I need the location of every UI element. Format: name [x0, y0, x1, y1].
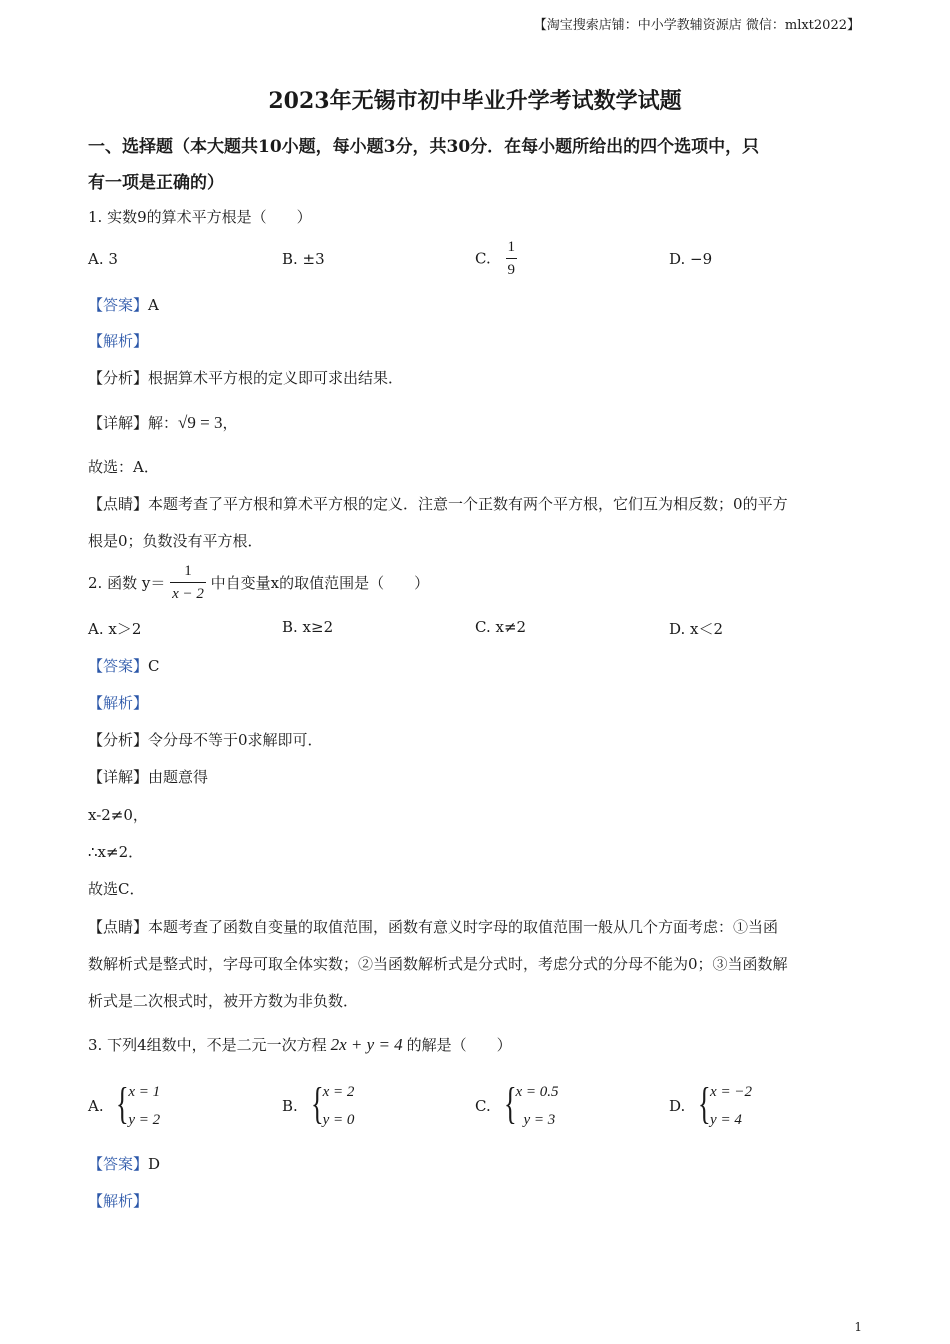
q3-option-c-system — [504, 1078, 559, 1134]
q3-option-b-label: B. — [282, 1097, 298, 1115]
brace-icon: { — [310, 1079, 324, 1128]
q2-stem-denominator: x − 2 — [172, 586, 204, 602]
brace-icon: { — [116, 1079, 130, 1128]
q3-stem-suffix: 的解是（ ） — [406, 1036, 512, 1054]
q3-option-b-row2: y = 0 — [322, 1112, 355, 1128]
q2-stem-fraction — [170, 560, 206, 605]
sqrt-expression: √9 = 3 — [178, 413, 223, 432]
q3-answer — [88, 1153, 160, 1174]
q3-option-a — [88, 1078, 160, 1134]
answer-value: D — [148, 1155, 161, 1173]
q2-stem — [88, 560, 429, 605]
q1-analysis-tag: 【解析】 — [88, 332, 149, 350]
section-heading-line2: 有一项是正确的） — [88, 173, 224, 193]
q2-step2: ∴x≠2． — [88, 843, 144, 861]
q2-option-b: B. x≥2 — [282, 618, 334, 636]
fenxi-text: 根据算术平方根的定义即可求出结果． — [148, 369, 404, 387]
q3-analysis-tag: 【解析】 — [88, 1192, 149, 1210]
xiangjie-tag: 【详解】 — [88, 414, 149, 432]
answer-value: A — [148, 296, 159, 314]
answer-value: C — [148, 657, 160, 675]
q1-choose: 故选：A． — [88, 458, 159, 476]
section-heading-line1: 一、选择题（本大题共10小题，每小题3分，共30分．在每小题所给出的四个选项中，只 — [88, 137, 760, 157]
dianjing-text: 本题考查了函数自变量的取值范围，函数有意义时字母的取值范围一般从几个方面考虑：①当函 — [148, 918, 779, 936]
q1-option-c-numerator: 1 — [506, 236, 518, 259]
brace-icon: { — [698, 1079, 711, 1128]
xiangjie-suffix: ， — [222, 414, 238, 432]
q3-stem — [88, 1034, 512, 1055]
q3-option-c-row2: y = 3 — [523, 1112, 556, 1128]
dianjing-tag: 【点睛】 — [88, 918, 149, 936]
q2-step1: x-2≠0， — [88, 806, 148, 824]
fenxi-text: 令分母不等于0求解即可． — [148, 731, 323, 749]
q3-option-c-label: C. — [475, 1097, 491, 1115]
xiangjie-prefix: 解： — [148, 414, 179, 432]
q3-option-b — [282, 1078, 354, 1134]
answer-tag: 【答案】 — [88, 657, 149, 675]
q1-stem: 1. 实数9的算术平方根是（ ） — [88, 208, 312, 226]
brace-icon: { — [503, 1079, 517, 1128]
q3-stem-prefix: 3. 下列4组数中，不是二元一次方程 — [88, 1036, 327, 1054]
q1-fenxi — [88, 367, 403, 388]
q3-option-d-row2: y = 4 — [710, 1112, 742, 1128]
xiangjie-text: 由题意得 — [148, 768, 209, 786]
q3-option-a-label: A. — [88, 1097, 104, 1115]
q3-option-b-row1: x = 2 — [322, 1084, 355, 1100]
q1-option-d: D. −9 — [669, 250, 713, 268]
q1-option-c — [475, 236, 517, 281]
q1-option-c-fraction — [506, 236, 518, 281]
q1-dianjing-2: 根是0；负数没有平方根． — [88, 532, 263, 550]
q3-option-d-label: D. — [669, 1097, 686, 1115]
q1-option-a: A. 3 — [88, 250, 118, 268]
q3-option-a-system — [116, 1078, 160, 1134]
q2-dianjing-2: 数解析式是整式时，字母可取全体实数；②当函数解析式是分式时，考虑分式的分母不能为0；③当函数解 — [88, 955, 788, 973]
answer-tag: 【答案】 — [88, 296, 149, 314]
q1-option-c-denominator: 9 — [507, 262, 515, 278]
xiangjie-tag: 【详解】 — [88, 768, 149, 786]
q2-stem-numerator: 1 — [170, 560, 206, 583]
dianjing-text: 本题考查了平方根和算术平方根的定义．注意一个正数有两个平方根，它们互为相反数；0的平方 — [148, 495, 788, 513]
q3-option-d-row1: x = −2 — [710, 1084, 752, 1100]
q2-choose: 故选C． — [88, 880, 145, 898]
q3-equation: 2x + y = 4 — [330, 1035, 403, 1054]
q3-option-c-row1: x = 0.5 — [515, 1084, 559, 1100]
q3-option-d-system — [698, 1078, 752, 1134]
header-note: 【淘宝搜索店铺：中小学教辅资源店 微信：mlxt2022】 — [533, 18, 860, 33]
fenxi-tag: 【分析】 — [88, 731, 149, 749]
q2-fenxi — [88, 729, 323, 750]
q2-analysis-tag: 【解析】 — [88, 694, 149, 712]
q1-option-c-label: C. — [475, 249, 491, 268]
page-number: 1 — [854, 1320, 862, 1334]
q2-dianjing-1 — [88, 916, 778, 937]
q2-xiangjie — [88, 766, 208, 787]
q2-option-a: A. x＞2 — [88, 620, 142, 638]
q3-option-c — [475, 1078, 559, 1134]
q2-stem-suffix: 中自变量x的取值范围是（ ） — [210, 574, 430, 592]
answer-tag: 【答案】 — [88, 1155, 149, 1173]
q3-option-b-system — [311, 1078, 355, 1134]
q3-option-a-row1: x = 1 — [128, 1084, 161, 1100]
q1-option-b: B. ±3 — [282, 250, 325, 268]
q1-dianjing-1 — [88, 493, 788, 514]
q2-option-d: D. x＜2 — [669, 620, 724, 638]
q2-dianjing-3: 析式是二次根式时，被开方数为非负数． — [88, 992, 359, 1010]
fenxi-tag: 【分析】 — [88, 369, 149, 387]
q3-option-a-row2: y = 2 — [128, 1112, 161, 1128]
dianjing-tag: 【点睛】 — [88, 495, 149, 513]
q3-option-d — [669, 1078, 752, 1134]
q2-option-c: C. x≠2 — [475, 618, 527, 636]
q1-xiangjie — [88, 412, 237, 433]
q2-stem-prefix: 2. 函数 y＝ — [88, 574, 166, 592]
q2-answer — [88, 655, 160, 676]
page-title: 2023年无锡市初中毕业升学考试数学试题 — [268, 88, 682, 114]
q1-answer — [88, 294, 159, 315]
